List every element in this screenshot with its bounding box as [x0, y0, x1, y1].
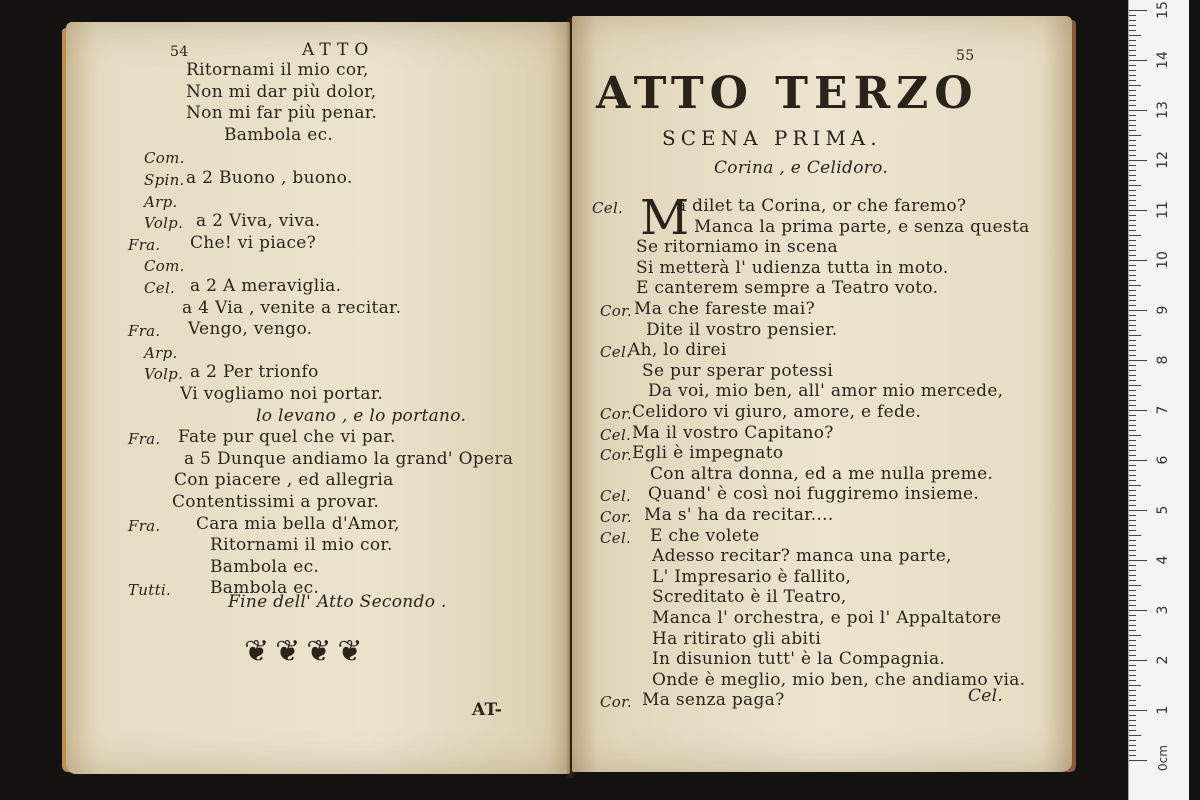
- verse-line: Onde è meglio, mio ben, che andiamo via.: [652, 669, 1026, 690]
- verse-line: Ma s' ha da recitar....: [644, 505, 834, 525]
- ruler-tick: [1129, 620, 1136, 621]
- ruler-tick: [1129, 80, 1136, 81]
- ruler-tick: [1129, 580, 1136, 581]
- ruler-label: 12: [1155, 151, 1171, 169]
- verse-line: Cara mia bella d'Amor,: [196, 513, 400, 534]
- ruler-tick: [1129, 90, 1136, 91]
- speaker-label: Tutti.: [128, 581, 172, 600]
- speaker-label: Fra.: [128, 235, 161, 254]
- ruler-tick: [1129, 515, 1136, 516]
- ruler-tick: [1129, 195, 1136, 196]
- ruler-label: 13: [1155, 101, 1171, 119]
- ruler-tick: [1129, 425, 1136, 426]
- ruler-tick: [1129, 225, 1136, 226]
- verse-line: Ah, lo direi: [628, 340, 727, 361]
- speaker-label: Fra.: [128, 430, 161, 449]
- speaker-label: Fra.: [128, 516, 161, 535]
- ruler-tick: [1129, 10, 1147, 11]
- verse-line: a 2 A meraviglia.: [190, 276, 342, 296]
- ruler-tick: [1129, 745, 1136, 746]
- speaker-label: Arp.: [144, 343, 178, 362]
- ruler-tick: [1129, 250, 1136, 251]
- ruler-tick: [1129, 690, 1136, 691]
- ruler-tick: [1129, 50, 1136, 51]
- ruler-tick: [1129, 95, 1136, 96]
- ruler-label: 14: [1155, 51, 1171, 69]
- ruler-tick: [1129, 240, 1136, 241]
- ruler-tick: [1129, 130, 1136, 131]
- ruler-tick: [1129, 390, 1136, 391]
- verse-line: a 2 Buono , buono.: [186, 168, 353, 188]
- ruler-tick: [1129, 655, 1136, 656]
- ruler-tick: [1129, 610, 1147, 611]
- right-page: [572, 16, 1072, 772]
- ruler-tick: [1129, 555, 1136, 556]
- speaker-label: Cor.: [600, 302, 632, 320]
- verse-line: Ritornami il mio cor,: [186, 60, 369, 80]
- ruler-tick: [1129, 15, 1136, 16]
- ruler-tick: [1129, 100, 1136, 101]
- verse-line: Vengo, vengo.: [188, 319, 313, 340]
- ruler-tick: [1129, 585, 1141, 586]
- verse-line: Ma che fareste mai?: [634, 299, 816, 319]
- ruler-tick: [1129, 175, 1136, 176]
- measuring-ruler: [1128, 0, 1189, 800]
- ruler-tick: [1129, 275, 1136, 276]
- speaker-label: Cor.: [600, 508, 632, 526]
- speaker-label: Com.: [144, 149, 185, 168]
- ruler-tick: [1129, 345, 1136, 346]
- ruler-tick: [1129, 550, 1136, 551]
- ruler-tick: [1129, 365, 1136, 366]
- speaker-label: Cel.: [144, 279, 176, 297]
- speaker-label: Cor.: [600, 693, 632, 712]
- ruler-tick: [1129, 30, 1136, 31]
- ruler-label: 6: [1155, 455, 1171, 465]
- verse-line: lo levano , e lo portano.: [256, 405, 467, 426]
- ruler-tick: [1129, 530, 1136, 531]
- speaker-label: Cel.: [600, 528, 632, 547]
- verse-line: a 2 Viva, viva.: [196, 211, 321, 232]
- ruler-tick: [1129, 680, 1136, 681]
- ruler-tick: [1129, 370, 1136, 371]
- verse-line: a 4 Via , venite a recitar.: [182, 297, 402, 318]
- ruler-tick: [1129, 60, 1147, 61]
- verse-line: L' Impresario è fallito,: [652, 566, 852, 587]
- ruler-tick: [1129, 415, 1136, 416]
- ruler-tick: [1129, 505, 1136, 506]
- ruler-tick: [1129, 395, 1136, 396]
- ruler-tick: [1129, 265, 1136, 266]
- speaker-label: Cel.: [600, 425, 632, 444]
- ruler-tick: [1129, 710, 1147, 711]
- ruler-tick: [1129, 640, 1136, 641]
- ruler-tick: [1129, 330, 1136, 331]
- ruler-label: 9: [1155, 305, 1171, 315]
- verse-line: Fate pur quel che vi par.: [178, 427, 396, 448]
- ruler-tick: [1129, 400, 1136, 401]
- ruler-tick: [1129, 510, 1147, 511]
- verse-line: Se ritorniamo in scena: [636, 237, 838, 258]
- ruler-tick: [1129, 375, 1136, 376]
- ruler-tick: [1129, 185, 1141, 186]
- ruler-tick: [1129, 595, 1136, 596]
- ruler-tick: [1129, 420, 1136, 421]
- ruler-tick: [1129, 725, 1136, 726]
- ruler-tick: [1129, 730, 1136, 731]
- ruler-tick: [1129, 495, 1136, 496]
- ruler-tick: [1129, 455, 1136, 456]
- ruler-tick: [1129, 485, 1141, 486]
- ruler-tick: [1129, 35, 1141, 36]
- speaker-label: Spin.: [144, 171, 185, 189]
- ruler-tick: [1129, 280, 1136, 281]
- ruler-tick: [1129, 405, 1136, 406]
- ruler-tick: [1129, 40, 1136, 41]
- ruler-tick: [1129, 245, 1136, 246]
- verse-line: Bambola ec.: [210, 556, 320, 577]
- ruler-tick: [1129, 740, 1136, 741]
- ruler-tick: [1129, 335, 1141, 336]
- ruler-tick: [1129, 660, 1147, 661]
- ruler-tick: [1129, 630, 1136, 631]
- verse-line: Manca l' orchestra, e poi l' Appaltatore: [652, 608, 1002, 628]
- ruler-tick: [1129, 605, 1136, 606]
- ruler-tick: [1129, 45, 1136, 46]
- speaker-label: Cor.: [600, 405, 632, 423]
- speaker-label: Cel.: [600, 487, 632, 506]
- speaker-label: Cel.: [600, 343, 632, 362]
- verse-line: Si metterà l' udienza tutta in moto.: [636, 257, 949, 278]
- right-page-number: 55: [956, 48, 975, 64]
- ruler-tick: [1129, 285, 1141, 286]
- act-title: ATTO TERZO: [596, 68, 979, 119]
- ruler-tick: [1129, 490, 1136, 491]
- ruler-tick: [1129, 435, 1141, 436]
- right-catchword: Cel.: [968, 686, 1004, 706]
- verse-line: Adesso recitar? manca una parte,: [652, 546, 952, 567]
- ruler-tick: [1129, 465, 1136, 466]
- ruler-tick: [1129, 535, 1141, 536]
- ruler-tick: [1129, 200, 1136, 201]
- speaker-label: Cel.: [592, 199, 624, 217]
- ruler-tick: [1129, 650, 1136, 651]
- speaker-label: Com.: [144, 257, 185, 276]
- ruler-tick: [1129, 600, 1136, 601]
- ruler-tick: [1129, 440, 1136, 441]
- verse-line: a 2 Per trionfo: [190, 362, 319, 383]
- verse-line: Egli è impegnato: [632, 443, 784, 464]
- ruler-tick: [1129, 720, 1136, 721]
- ruler-tick: [1129, 380, 1136, 381]
- ruler-tick: [1129, 320, 1136, 321]
- ruler-tick: [1129, 105, 1136, 106]
- verse-line: Quand' è così noi fuggiremo insieme.: [648, 484, 980, 505]
- verse-line: E canterem sempre a Teatro voto.: [636, 278, 939, 299]
- ruler-label: 7: [1155, 405, 1171, 415]
- ruler-tick: [1129, 55, 1136, 56]
- ruler-tick: [1129, 480, 1136, 481]
- ruler-zero-label: 0cm: [1156, 745, 1170, 771]
- verse-line: a dilet ta Corina, or che faremo?: [676, 196, 967, 216]
- ruler-tick: [1129, 305, 1136, 306]
- ruler-label: 11: [1155, 201, 1171, 219]
- ruler-tick: [1129, 190, 1136, 191]
- ruler-tick: [1129, 155, 1136, 156]
- ruler-tick: [1129, 340, 1136, 341]
- verse-line: Ma il vostro Capitano?: [632, 422, 834, 443]
- ruler-tick: [1129, 450, 1136, 451]
- ruler-tick: [1129, 685, 1141, 686]
- ruler-tick: [1129, 110, 1147, 111]
- ruler-tick: [1129, 470, 1136, 471]
- ruler-label: 8: [1155, 355, 1171, 365]
- ruler-tick: [1129, 735, 1141, 736]
- ruler-tick: [1129, 670, 1136, 671]
- ruler-tick: [1129, 565, 1136, 566]
- ruler-tick: [1129, 180, 1136, 181]
- printer-ornament: ❦❦❦❦: [244, 634, 369, 669]
- ruler-tick: [1129, 235, 1141, 236]
- left-running-header: ATTO: [302, 40, 375, 60]
- verse-line: Contentissimi a provar.: [172, 492, 380, 512]
- end-of-act-note: Fine dell' Atto Secondo .: [228, 592, 447, 612]
- verse-line: E che volete: [650, 525, 760, 546]
- ruler-label: 4: [1155, 555, 1171, 565]
- verse-line: Con altra donna, ed a me nulla preme.: [650, 463, 994, 484]
- ruler-tick: [1129, 205, 1136, 206]
- ruler-tick: [1129, 115, 1136, 116]
- verse-line: Manca la prima parte, e senza questa: [694, 216, 1030, 237]
- ruler-tick: [1129, 65, 1136, 66]
- left-catchword: AT-: [472, 700, 503, 720]
- ruler-tick: [1129, 25, 1136, 26]
- scene-characters: Corina , e Celidoro.: [714, 158, 889, 178]
- ruler-tick: [1129, 170, 1136, 171]
- ruler-tick: [1129, 760, 1147, 761]
- ruler-label: 5: [1155, 505, 1171, 515]
- verse-line: Non mi dar più dolor,: [186, 81, 377, 102]
- ruler-tick: [1129, 705, 1136, 706]
- ruler-tick: [1129, 160, 1147, 161]
- ruler-tick: [1129, 475, 1136, 476]
- ruler-tick: [1129, 215, 1136, 216]
- ruler-tick: [1129, 675, 1136, 676]
- ruler-tick: [1129, 85, 1141, 86]
- ruler-tick: [1129, 590, 1136, 591]
- verse-line: Bambola ec.: [224, 124, 334, 145]
- verse-line: Con piacere , ed allegria: [174, 470, 394, 491]
- ruler-label: 1: [1155, 705, 1171, 715]
- ruler-tick: [1129, 615, 1136, 616]
- verse-line: Da voi, mio ben, all' amor mio mercede,: [648, 381, 1004, 402]
- verse-line: Ha ritirato gli abiti: [652, 628, 822, 649]
- ruler-tick: [1129, 460, 1147, 461]
- speaker-label: Volp.: [144, 214, 184, 233]
- ruler-tick: [1129, 540, 1136, 541]
- ruler-tick: [1129, 315, 1136, 316]
- ruler-tick: [1129, 385, 1141, 386]
- verse-line: Bambola ec.: [210, 578, 320, 599]
- ruler-tick: [1129, 360, 1147, 361]
- speaker-label: Arp.: [144, 192, 178, 211]
- ruler-tick: [1129, 545, 1136, 546]
- ruler-tick: [1129, 715, 1136, 716]
- ruler-tick: [1129, 290, 1136, 291]
- ruler-tick: [1129, 325, 1136, 326]
- ruler-label: 2: [1155, 655, 1171, 665]
- ruler-tick: [1129, 625, 1136, 626]
- ruler-tick: [1129, 430, 1136, 431]
- ruler-tick: [1129, 570, 1136, 571]
- speaker-label: Volp.: [144, 365, 184, 384]
- ruler-tick: [1129, 255, 1136, 256]
- speaker-label: Fra.: [128, 322, 161, 341]
- ruler-tick: [1129, 755, 1136, 756]
- ruler-tick: [1129, 140, 1136, 141]
- ruler-tick: [1129, 145, 1136, 146]
- drop-capital: M: [640, 190, 690, 246]
- ruler-label: 3: [1155, 605, 1171, 615]
- ruler-label: 10: [1155, 251, 1171, 269]
- verse-line: Ma senza paga?: [642, 690, 785, 711]
- ruler-tick: [1129, 310, 1147, 311]
- ruler-tick: [1129, 560, 1147, 561]
- verse-line: Celidoro vi giuro, amore, e fede.: [632, 402, 922, 422]
- ruler-tick: [1129, 575, 1136, 576]
- ruler-tick: [1129, 750, 1136, 751]
- ruler-tick: [1129, 700, 1136, 701]
- scene-title: SCENA PRIMA.: [662, 126, 882, 150]
- verse-line: Non mi far più penar.: [186, 103, 378, 124]
- ruler-tick: [1129, 20, 1136, 21]
- ruler-tick: [1129, 210, 1147, 211]
- verse-line: a 5 Dunque andiamo la grand' Opera: [184, 448, 514, 469]
- ruler-tick: [1129, 75, 1136, 76]
- ruler-tick: [1129, 695, 1136, 696]
- verse-line: Screditato è il Teatro,: [652, 587, 847, 608]
- speaker-label: Cor.: [600, 446, 632, 465]
- verse-line: Se pur sperar potessi: [642, 360, 834, 381]
- ruler-tick: [1129, 120, 1136, 121]
- ruler-tick: [1129, 410, 1147, 411]
- ruler-tick: [1129, 135, 1141, 136]
- ruler-tick: [1129, 150, 1136, 151]
- ruler-tick: [1129, 125, 1136, 126]
- ruler-tick: [1129, 270, 1136, 271]
- ruler-tick: [1129, 230, 1136, 231]
- ruler-tick: [1129, 525, 1136, 526]
- left-page: [66, 22, 570, 774]
- ruler-tick: [1129, 665, 1136, 666]
- verse-line: In disunion tutt' è la Compagnia.: [652, 649, 946, 670]
- ruler-label: 15: [1155, 1, 1171, 19]
- ruler-tick: [1129, 165, 1136, 166]
- verse-line: Dite il vostro pensier.: [646, 319, 838, 340]
- ruler-tick: [1129, 445, 1136, 446]
- ruler-tick: [1129, 500, 1136, 501]
- ruler-tick: [1129, 645, 1136, 646]
- ruler-tick: [1129, 520, 1136, 521]
- ruler-tick: [1129, 295, 1136, 296]
- verse-line: Che! vi piace?: [190, 232, 317, 253]
- ruler-tick: [1129, 635, 1141, 636]
- ruler-tick: [1129, 70, 1136, 71]
- ruler-tick: [1129, 355, 1136, 356]
- ruler-tick: [1129, 260, 1147, 261]
- ruler-tick: [1129, 220, 1136, 221]
- ruler-tick: [1129, 350, 1136, 351]
- left-page-number: 54: [170, 44, 189, 60]
- verse-line: Vi vogliamo noi portar.: [180, 384, 384, 404]
- ruler-tick: [1129, 300, 1136, 301]
- verse-line: Ritornami il mio cor.: [210, 535, 393, 556]
